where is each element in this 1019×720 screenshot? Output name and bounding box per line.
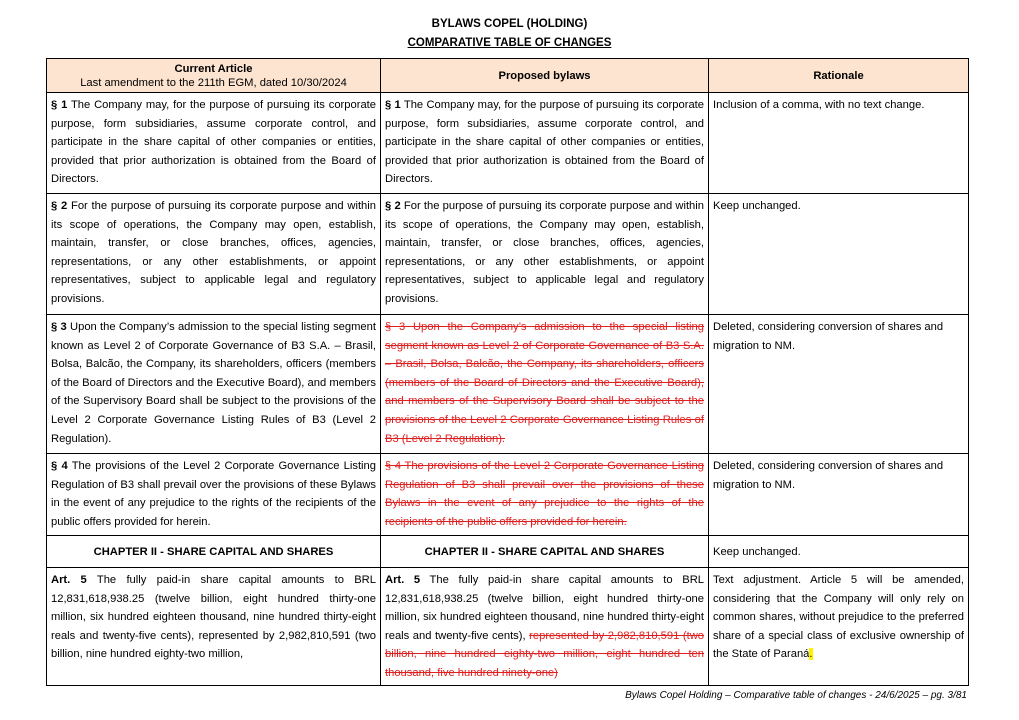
deleted-text: § 3 Upon the Company’s admission to the special listing segment known as Level 2 of Corporate Governance of B3 S.A. – Brasil, Bolsa, Balcão, the Company, its shareholders, officers (members of the Board of Directors and the Executive Board), and members of the Supervisory Board shall be subject to the provisions of the Level 2 Corporate Governance Listing Rules of B3 (Level 2 Regulation). [385, 321, 704, 445]
header-rationale: Rationale [709, 59, 969, 93]
section-text: The fully paid-in share capital amounts to BRL 12,831,618,938.25 (twelve billion, eight hundred thirty-one million, six hundred eighteen thousand, nine hundred thirty-eight reals and twenty-five cents), represented by 2,982,810,591 (two billion, nine hundred eighty-two million, [51, 574, 376, 661]
deleted-text: § 4 The provisions of the Level 2 Corporate Governance Listing Regulation of B3 shall prevail over the provisions of these Bylaws in the event of any prejudice to the rights of the recipients of the public offers provided for herein. [385, 460, 704, 528]
section-text: Upon the Company’s admission to the special listing segment known as Level 2 of Corporate Governance of B3 S.A. – Brasil, Bolsa, Balcão, the Company, its shareholders, officers (members of the Board of Directors and the Executive Board), and members of the Supervisory Board shall be subject to the provisions of the Level 2 Corporate Governance Listing Rules of B3 (Level 2 Regulation). [51, 321, 376, 445]
section-text: The Company may, for the purpose of pursuing its corporate purpose, form subsidiaries, assume corporate control, and participate in the share capital of other companies or entities, provided that prior authorization is obtained from the Board of Directors. [51, 99, 376, 186]
section-text: The provisions of the Level 2 Corporate Governance Listing Regulation of B3 shall prevail over the provisions of these Bylaws in the event of any prejudice to the rights of the recipients of the public offers provided for herein. [51, 460, 376, 528]
current-cell [47, 93, 381, 194]
document-title: BYLAWS COPEL (HOLDING) [431, 18, 588, 30]
rationale-cell: Deleted, considering conversion of shares and migration to NM. [709, 315, 969, 454]
comparative-table [46, 58, 969, 686]
current-cell [47, 194, 381, 315]
header-current-subtitle: Last amendment to the 211th EGM, dated 10/30/2024 [80, 76, 347, 89]
section-label: § 2 [385, 200, 401, 212]
rationale-cell: Keep unchanged. [709, 536, 969, 568]
rationale-cell: Deleted, considering conversion of shares and migration to NM. [709, 454, 969, 536]
deleted-text: represented by 2,982,810,591 (two billion, nine hundred eighty-two million, eight hundred ten thousand, five hundred ninety-one) [385, 629, 705, 679]
section-label: § 3 [51, 321, 67, 333]
chapter-heading-proposed: CHAPTER II - SHARE CAPITAL AND SHARES [381, 536, 709, 568]
section-label: § 1 [385, 99, 401, 111]
table-row [47, 315, 969, 454]
section-label: Art. 5 [385, 574, 421, 586]
rationale-cell [709, 568, 969, 686]
section-text: The Company may, for the purpose of pursuing its corporate purpose, form subsidiaries, assume corporate control, and participate in the share capital of other companies or entities, provided that prior authorization is obtained from the Board of Directors. [385, 99, 704, 186]
table-row [47, 454, 969, 536]
document-subtitle: COMPARATIVE TABLE OF CHANGES [407, 37, 612, 49]
table-row [47, 194, 969, 315]
table-header-row [47, 59, 969, 93]
chapter-heading-current: CHAPTER II - SHARE CAPITAL AND SHARES [47, 536, 381, 568]
section-label: § 2 [51, 200, 68, 212]
section-label: Art. 5 [51, 574, 87, 586]
section-text: The fully paid-in share capital amounts to BRL 12,831,618,938.25 (twelve billion, eight hundred thirty-one million, six hundred eighteen thousand, nine hundred thirty-eight reals and twenty-five cents), [385, 574, 704, 642]
section-text: For the purpose of pursuing its corporate purpose and within its scope of operations, the Company may open, establish, maintain, transfer, or close branches, offices, agencies, representations, or any other establishments, or appoint representatives, subject to applicable legal and regulatory provisions. [385, 200, 704, 305]
header-current-label: Current Article [174, 62, 253, 75]
page-footer: Bylaws Copel Holding – Comparative table of changes - 24/6/2025 – pg. 3/81 [625, 690, 967, 701]
proposed-cell [381, 568, 709, 686]
rationale-cell: Keep unchanged. [709, 194, 969, 315]
proposed-cell [381, 93, 709, 194]
highlighted-period: . [809, 648, 813, 661]
header-proposed-bylaws: Proposed bylaws [381, 59, 709, 93]
rationale-cell: Inclusion of a comma, with no text change. [709, 93, 969, 194]
table-row [47, 93, 969, 194]
proposed-cell [381, 194, 709, 315]
section-label: § 1 [51, 99, 68, 111]
table-row [47, 568, 969, 686]
current-cell [47, 315, 381, 454]
proposed-cell [381, 454, 709, 536]
section-text: For the purpose of pursuing its corporate purpose and within its scope of operations, the Company may open, establish, maintain, transfer, or close branches, offices, agencies, representations, or any other establishments, or appoint representatives, subject to applicable legal and regulatory provisions. [51, 200, 376, 305]
rationale-text: Text adjustment. Article 5 will be amended, considering that the Company will only rely on common shares, without prejudice to the preferred share of a special class of exclusive ownership of the State of Paraná [713, 574, 964, 661]
current-cell [47, 568, 381, 686]
current-cell [47, 454, 381, 536]
footer-divider [46, 685, 968, 686]
chapter-row [47, 536, 969, 568]
header-current-article [47, 59, 381, 93]
proposed-cell [381, 315, 709, 454]
section-label: § 4 [51, 460, 68, 472]
